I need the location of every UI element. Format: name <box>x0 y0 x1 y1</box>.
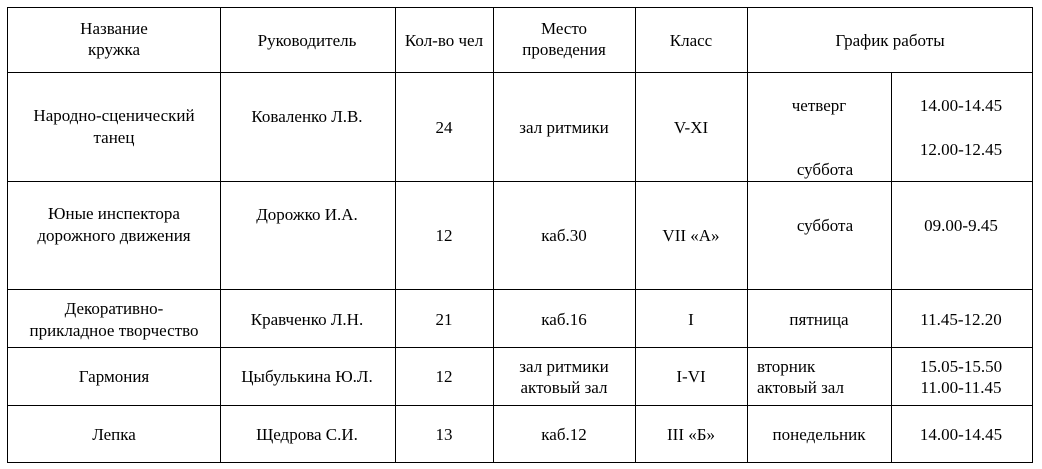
row1-name-line: Народно-сценический <box>33 106 195 125</box>
header-class: Класс <box>669 31 713 50</box>
row2-name-line: дорожного движения <box>37 226 191 245</box>
column-divider <box>220 7 221 463</box>
row1-time: 14.00-14.45 <box>919 96 1003 115</box>
row1-leader: Коваленко Л.В. <box>251 107 363 126</box>
row2-time: 09.00-9.45 <box>924 216 998 235</box>
row5-place: каб.12 <box>541 425 587 444</box>
row-divider <box>7 72 1033 73</box>
row1-name-line: танец <box>93 128 135 147</box>
column-divider <box>493 7 494 463</box>
header-count: Кол-во чел <box>404 31 484 50</box>
row-divider <box>7 405 1033 406</box>
row2-day: суббота <box>796 216 854 235</box>
row3-name-line: прикладное творчество <box>29 321 199 340</box>
row5-name: Лепка <box>92 425 136 444</box>
row4-class: I-VI <box>676 367 706 386</box>
row3-leader: Кравченко Л.Н. <box>250 310 364 329</box>
header-schedule: График работы <box>835 31 945 50</box>
row4-count: 12 <box>435 367 453 386</box>
row2-count: 12 <box>435 226 453 245</box>
table-border-top <box>7 7 1033 8</box>
row5-day: понедельник <box>772 425 866 444</box>
row3-day: пятница <box>789 310 849 329</box>
row-divider <box>7 181 1033 182</box>
row1-time: 12.00-12.45 <box>919 140 1003 159</box>
table-border-right <box>1032 7 1033 463</box>
row1-class: V-XI <box>673 118 709 137</box>
row1-count: 24 <box>435 118 453 137</box>
row-divider <box>7 347 1033 348</box>
row2-class: VII «А» <box>662 226 720 245</box>
row5-time: 14.00-14.45 <box>919 425 1003 444</box>
header-name-line: Название <box>80 19 148 38</box>
table-border-bottom <box>7 462 1033 463</box>
row1-place: зал ритмики <box>519 118 609 137</box>
table-border-left <box>7 7 8 463</box>
row3-time: 11.45-12.20 <box>920 310 1002 329</box>
row4-time: 15.05-15.50 <box>919 357 1003 376</box>
column-divider <box>635 7 636 463</box>
row1-day: четверг <box>791 96 847 115</box>
row5-leader: Щедрова С.И. <box>256 425 358 444</box>
schedule-subcolumn-divider <box>891 72 892 463</box>
row3-class: I <box>688 310 694 329</box>
row-divider <box>7 289 1033 290</box>
row4-leader: Цыбулькина Ю.Л. <box>241 367 373 386</box>
header-name-line: кружка <box>87 40 141 59</box>
header-leader: Руководитель <box>257 31 357 50</box>
row4-day: актовый зал <box>757 378 844 397</box>
row5-class: III «Б» <box>667 425 715 444</box>
header-place-line: Место <box>540 19 588 38</box>
row4-day: вторник <box>757 357 816 376</box>
column-divider <box>395 7 396 463</box>
row3-count: 21 <box>435 310 453 329</box>
row1-day: суббота <box>796 160 854 179</box>
column-divider <box>747 7 748 463</box>
row2-name-line: Юные инспектора <box>48 204 180 223</box>
header-place-line: проведения <box>522 40 606 59</box>
row4-time: 11.00-11.45 <box>920 378 1002 397</box>
row4-place-line: зал ритмики <box>519 357 609 376</box>
row3-name-line: Декоративно- <box>64 299 164 318</box>
row3-place: каб.16 <box>541 310 587 329</box>
row4-name: Гармония <box>78 367 150 386</box>
row5-count: 13 <box>435 425 453 444</box>
row2-leader: Дорожко И.А. <box>256 205 358 224</box>
row4-place-line: актовый зал <box>520 378 608 397</box>
row2-place: каб.30 <box>541 226 587 245</box>
